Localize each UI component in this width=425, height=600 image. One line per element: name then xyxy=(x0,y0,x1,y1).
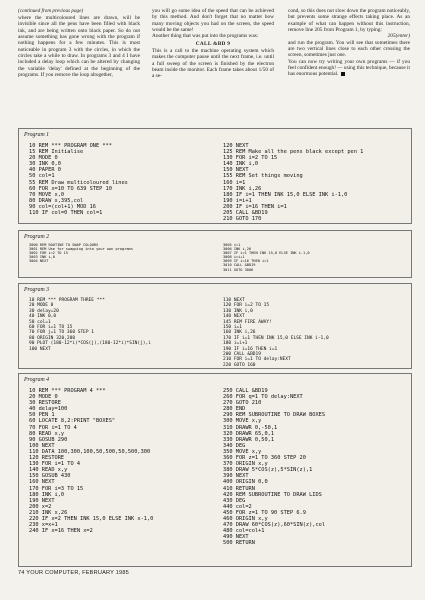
code-line: 205 CALL &BD19 xyxy=(223,210,268,217)
code-line: 3009 IF i=16 THEN i=1 xyxy=(223,259,269,264)
code-line: 490 NEXT xyxy=(223,534,249,541)
code-line: 125 REM Make all the pens black except pen 1 xyxy=(223,149,364,156)
code-line: 3001 REM Use for swapping into your own programs xyxy=(29,247,133,252)
code-line: 160 NEXT xyxy=(29,479,55,486)
code-line: 20 MODE 0 xyxy=(29,303,54,309)
code-line: 50 PEN 1 xyxy=(29,412,55,419)
code-line: 3003 INK i,0 xyxy=(29,255,55,260)
code-line: 210 FOR i=1 TO delay:NEXT xyxy=(223,357,291,363)
code-line: 220 GOTO 160 xyxy=(223,362,256,368)
code-line: 40 delay=100 xyxy=(29,406,68,413)
code-line: 140 READ x,y xyxy=(29,467,68,474)
article-paragraph: cond, so this does not slow down the program noticeably, but prevents some strange effects taking place. As an example of what can happen without this instruction, remove line 205 from Program 1, by typing: xyxy=(288,8,410,34)
code-line: 60 FOR i=1 TO 15 xyxy=(29,324,73,330)
code-line: 80 READ x,y xyxy=(29,430,65,437)
code-line: 100 NEXT xyxy=(29,442,55,449)
code-line: 3000 REM ROUTINE TO SWAP COLOURS xyxy=(29,243,99,247)
code-line: 70 FOR i=1 TO 4 xyxy=(29,424,77,431)
code-line: 150 GOSUB 430 xyxy=(29,473,71,480)
code-line: 30 RESTORE xyxy=(29,400,61,407)
closing-paragraph-text: You can now try writing your own programs — if you feel confident enough! — using this technique, because it has enormous potential. xyxy=(288,58,410,78)
code-line: 240 IF x=16 THEN x=2 xyxy=(29,528,93,535)
listing-left-column xyxy=(29,243,133,263)
listing-left-column xyxy=(29,298,151,352)
code-line: 90 GOSUB 290 xyxy=(29,436,68,443)
code-line: 170 IF i=1 THEN INK 15,0 ELSE INK i-1,0 xyxy=(223,335,329,341)
code-line: 3006 INK i,26 xyxy=(223,247,252,252)
code-line: 170 FOR i=3 TO 15 xyxy=(29,485,84,492)
code-line: 180 INK i,0 xyxy=(29,491,65,498)
code-line: 410 RETURN xyxy=(223,485,255,492)
code-line: 390 NEXT xyxy=(223,473,249,480)
code-line: 200 IF i=16 THEN i=1 xyxy=(223,203,287,210)
code-line: 330 DRAWR 0,50,1 xyxy=(223,436,275,443)
article-column-1 xyxy=(18,8,140,78)
code-line: 420 REM SUBROUTINE TO DRAW LIDS xyxy=(223,491,322,498)
code-line: 350 MOVE x,y xyxy=(223,448,262,455)
code-line: 480 col=col+1 xyxy=(223,528,265,535)
code-line: 80 ORIGIN 320,200 xyxy=(29,335,76,341)
code-line: 380 DRAW 5*COS(z),5*SIN(z),1 xyxy=(223,467,313,474)
code-line: 260 FOR q=1 TO delay:NEXT xyxy=(223,394,303,401)
code-line: 170 INK i,26 xyxy=(223,185,262,192)
code-line: 145 REM FIRE AWAY! xyxy=(223,319,272,325)
code-line: 130 FOR i=1 TO 4 xyxy=(29,461,81,468)
code-line: 60 LOCATE 8,2:PRINT "BOXES" xyxy=(29,418,116,425)
listing-right-column xyxy=(223,243,310,272)
code-line: 370 ORIGIN x,y xyxy=(223,461,268,468)
code-line: 3011 GOTO 3006 xyxy=(223,267,254,272)
code-line: 190 NEXT xyxy=(29,497,55,504)
code-line: 340 DEG xyxy=(223,442,246,449)
article-column-3 xyxy=(288,8,410,78)
code-line: 210 INK x,26 xyxy=(29,509,68,516)
code-line: 160 i=1 xyxy=(223,179,246,186)
code-line: 220 IF x=2 THEN INK 15,0 ELSE INK x-1,0 xyxy=(29,515,154,522)
code-line: 200 CALL &BD19 xyxy=(223,351,261,357)
code-line: 90 col=(col+1) MOD 16 xyxy=(29,203,96,210)
code-line: 180 i=i+1 xyxy=(223,341,248,347)
code-line: 120 NEXT xyxy=(223,143,249,149)
code-line: 3005 i=1 xyxy=(223,243,241,247)
code-line: 200 x=2 xyxy=(29,503,52,510)
listing-left-column xyxy=(29,388,153,534)
program-3-listing xyxy=(18,283,412,369)
code-line: 3010 CALL &BD19 xyxy=(223,263,256,268)
listing-title: Program 2 xyxy=(24,234,50,240)
listing-right-column xyxy=(223,143,363,222)
code-line: 110 IF col=0 THEN col=1 xyxy=(29,210,103,217)
code-line: 130 FOR i=2 TO 15 xyxy=(223,155,278,162)
code-line: 20 MODE 0 xyxy=(29,394,58,401)
code-line: 150 NEXT xyxy=(223,167,249,174)
code-line: 30 INK 0,0 xyxy=(29,161,61,168)
code-line: 155 REM Set things moving xyxy=(223,173,303,180)
code-line: 160 INK i,26 xyxy=(223,330,256,336)
code-line: 210 GOTO 170 xyxy=(223,216,262,223)
code-line: 190 i=i+1 xyxy=(223,197,252,204)
code-line: 15 REM Initialise xyxy=(29,149,84,156)
code-line: 3008 i=i+1 xyxy=(223,255,245,260)
code-line: 360 FOR z=1 TO 360 STEP 20 xyxy=(223,455,306,462)
article-paragraph: you will go some idea of the speed that can be achieved by this method. And don't forget that no matter how many moving objects you had on the screen, the speed would be the same! xyxy=(152,8,274,34)
article-column-2 xyxy=(152,8,274,80)
program-1-listing xyxy=(18,128,412,224)
listing-title: Program 4 xyxy=(24,377,50,383)
page-footer: 74 YOUR COMPUTER, FEBRUARY 1985 xyxy=(18,570,129,576)
code-line: 470 DRAW 60*COS(z),60*SIN(z),col xyxy=(223,522,326,529)
code-line: 290 REM SUBROUTINE TO DRAW BOXES xyxy=(223,412,326,419)
listing-title: Program 1 xyxy=(24,132,50,138)
article-paragraph: This is a call to the machine operating system which makes the computer pause until the next frame, i.e. until a full sweep of the screen is finished by the electron beam inside the monitor. Each frame takes about 1/50 of a se- xyxy=(152,48,274,80)
code-line: 130 INK i,0 xyxy=(223,308,253,314)
code-line: 110 NEXT xyxy=(223,298,245,303)
code-line: 10 REM *** PROGRAM 4 *** xyxy=(29,388,106,394)
code-line: 120 RESTORE xyxy=(29,455,65,462)
code-line: 270 GOTO 210 xyxy=(223,400,262,407)
article-paragraph: Another thing that was put into the programs was: xyxy=(152,33,259,40)
code-line: 60 FOR x=10 TO 639 STEP 10 xyxy=(29,185,112,192)
listing-left-column xyxy=(29,143,128,216)
code-line: 400 ORIGIN 0,0 xyxy=(223,479,268,486)
code-line: 40 PAPER 0 xyxy=(29,167,61,174)
code-line: 430 DEG xyxy=(223,497,246,504)
code-line: 460 ORIGIN x,y xyxy=(223,515,268,522)
code-line: 30 delay=20 xyxy=(29,308,59,314)
code-line: 150 i=1 xyxy=(223,324,242,330)
code-line: 10 REM *** PROGRAM THREE *** xyxy=(29,298,105,303)
code-line: 440 col=2 xyxy=(223,503,252,510)
listing-right-column xyxy=(223,298,329,368)
listing-title: Program 3 xyxy=(24,287,50,293)
code-line: 110 DATA 100,300,100,50,500,50,500,300 xyxy=(29,448,151,455)
code-line: 450 FOR z=1 TO 90 STEP 6.9 xyxy=(223,509,306,516)
code-line: 3007 IF i=1 THEN INK 15,0 ELSE INK i-1,0 xyxy=(223,251,310,256)
program-2-listing xyxy=(18,230,412,278)
code-line: 280 END xyxy=(223,406,246,413)
code-line: 20 MODE 0 xyxy=(29,155,58,162)
section-heading: CALL &BD 9 xyxy=(195,40,231,47)
code-line: 180 IF i=1 THEN INK 15,0 ELSE INK i-1,0 xyxy=(223,191,348,198)
code-line: 140 INK i,0 xyxy=(223,161,259,168)
code-line: 80 DRAW x,395,col xyxy=(29,197,84,204)
article-paragraph: and run the program. You will see that sometimes there are two vertical lines close to each other crossing the screen, sometimes just one. xyxy=(288,39,410,59)
code-line: 120 FOR i=2 TO 15 xyxy=(223,303,270,309)
code-line: 300 MOVE x,y xyxy=(223,418,262,425)
code-line: 50 col=1 xyxy=(29,319,51,325)
code-line: 500 RETURN xyxy=(223,540,255,547)
code-line: 310 DRAWR 0,-50,1 xyxy=(223,424,278,431)
code-line: 100 NEXT xyxy=(29,346,51,352)
code-line: 190 IF i=16 THEN i=1 xyxy=(223,346,278,352)
program-4-listing xyxy=(18,373,412,567)
code-line: 55 REM Draw multicoloured lines xyxy=(29,179,128,186)
article-paragraph xyxy=(288,59,410,78)
typed-command: 205(enter) xyxy=(387,33,410,40)
code-line: 3004 NEXT xyxy=(29,259,49,264)
end-mark-icon xyxy=(341,72,345,76)
code-line: 40 INK 0,0 xyxy=(29,314,57,320)
code-line: 10 REM *** PROGRAM ONE *** xyxy=(29,143,112,149)
code-line: 230 x=x+1 xyxy=(29,522,58,529)
code-line: 70 FOR j=1 TO 360 STEP 1 xyxy=(29,330,95,336)
code-line: 140 NEXT xyxy=(223,314,245,320)
code-line: 70 MOVE x,0 xyxy=(29,191,65,198)
code-line: 320 DRAWR 65,0,1 xyxy=(223,430,275,437)
article-text xyxy=(18,8,410,120)
article-paragraph: where the multicoloured lines are drawn, will be invisible since all the pens have been filled with black ink, and are being written onto black paper. So do not assume something has gone wrong with the program if nothing happens for a few minutes. This is most noticeable in program 3 with the circles, in which the circles take a while to draw. In programs 3 and 4 I have included a delay loop which can be altered by changing the variable 'delay' defined at the beginning of the programs. If you remove the loop altogether, xyxy=(18,14,140,78)
code-line: 90 PLOT (180-12*i)*COS(j),(180-12*i)*SIN(j),i xyxy=(29,341,151,347)
code-line: 50 col=1 xyxy=(29,173,55,180)
code-line: 250 CALL &BD19 xyxy=(223,388,268,394)
listing-right-column xyxy=(223,388,325,546)
continued-note: (continued from previous page) xyxy=(18,8,84,14)
code-line: 3002 FOR i=2 TO 15 xyxy=(29,251,68,256)
